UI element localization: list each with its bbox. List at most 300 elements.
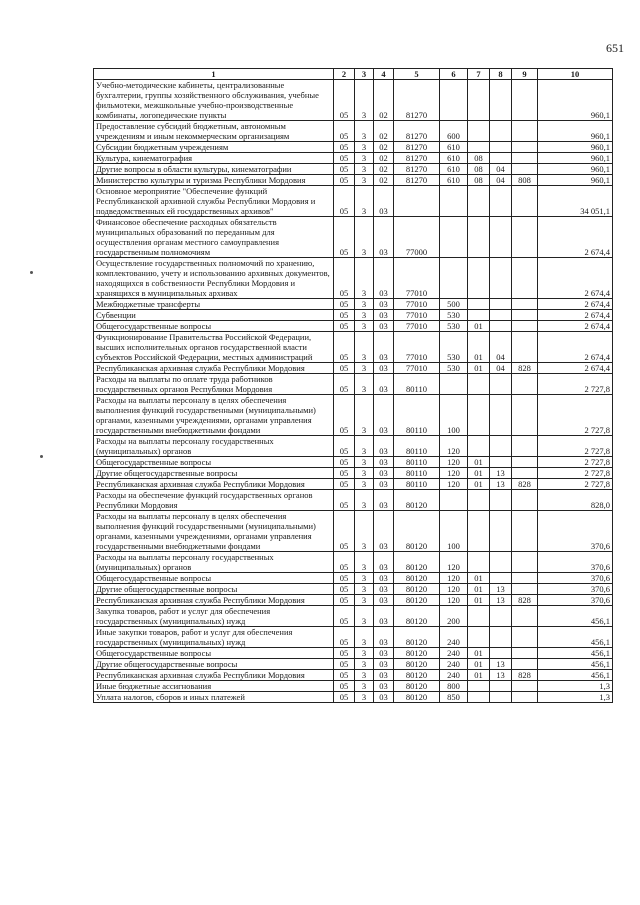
row-code-cell-c6: 240: [440, 627, 468, 648]
row-code-cell-c3: 3: [355, 363, 374, 374]
row-code-cell-c6: 530: [440, 310, 468, 321]
row-code-cell-c7: 01: [468, 670, 490, 681]
col-header-4: 4: [374, 69, 394, 80]
row-code-cell-c7: [468, 436, 490, 457]
row-code-cell-c8: [490, 374, 512, 395]
table-row: [94, 648, 613, 659]
row-code-cell-c7: 01: [468, 332, 490, 363]
row-name-cell: Функционирование Правительства Российской Федерации, высших исполнительных органов государственной власти субъектов Российской Федерации, местных администраций: [94, 332, 334, 363]
page-number: 651: [606, 41, 624, 55]
row-code-cell-c9: [512, 511, 538, 552]
row-code-cell-c8: [490, 490, 512, 511]
row-code-cell-c2: 05: [334, 164, 355, 175]
row-code-cell-c3: 3: [355, 670, 374, 681]
row-code-cell-c9: [512, 395, 538, 436]
row-code-cell-c5: 80120: [394, 670, 440, 681]
row-code-cell-c3: 3: [355, 511, 374, 552]
row-code-cell-c2: 05: [334, 332, 355, 363]
row-code-cell-c7: [468, 142, 490, 153]
row-code-cell-c4: 03: [374, 258, 394, 299]
row-amount-cell: 2 674,4: [538, 310, 613, 321]
row-code-cell-c5: 77010: [394, 310, 440, 321]
table-row: [94, 299, 613, 310]
row-name-cell: Культура, кинематография: [94, 153, 334, 164]
row-code-cell-c7: 01: [468, 468, 490, 479]
row-amount-cell: 960,1: [538, 142, 613, 153]
row-amount-cell: 960,1: [538, 175, 613, 186]
table-row: [94, 332, 613, 363]
row-code-cell-c9: [512, 681, 538, 692]
row-code-cell-c2: 05: [334, 374, 355, 395]
row-code-cell-c7: 01: [468, 648, 490, 659]
row-code-cell-c3: 3: [355, 659, 374, 670]
row-name-cell: Республиканская архивная служба Республики Мордовия: [94, 670, 334, 681]
row-amount-cell: 456,1: [538, 648, 613, 659]
row-code-cell-c8: 13: [490, 595, 512, 606]
table-row: [94, 436, 613, 457]
row-code-cell-c6: [440, 80, 468, 121]
row-code-cell-c4: 02: [374, 164, 394, 175]
row-code-cell-c7: [468, 627, 490, 648]
row-code-cell-c9: [512, 332, 538, 363]
table-row: [94, 310, 613, 321]
row-code-cell-c9: [512, 552, 538, 573]
row-code-cell-c7: [468, 310, 490, 321]
row-name-cell: Расходы на выплаты персоналу в целях обеспечения выполнения функций государственными (муниципальными) органами, казенными учреждениями, органами управления государственными внебюджетными фондами: [94, 395, 334, 436]
row-code-cell-c3: 3: [355, 186, 374, 217]
col-header-amount: 10: [538, 69, 613, 80]
row-code-cell-c6: 120: [440, 584, 468, 595]
row-code-cell-c9: [512, 310, 538, 321]
row-code-cell-c6: 120: [440, 436, 468, 457]
row-code-cell-c5: 81270: [394, 175, 440, 186]
table-row: [94, 627, 613, 648]
row-code-cell-c5: 80120: [394, 692, 440, 703]
row-code-cell-c6: 240: [440, 659, 468, 670]
row-code-cell-c2: 05: [334, 627, 355, 648]
table-row: [94, 121, 613, 142]
row-code-cell-c4: 03: [374, 332, 394, 363]
row-code-cell-c7: [468, 258, 490, 299]
row-code-cell-c5: 80120: [394, 584, 440, 595]
row-code-cell-c9: 828: [512, 670, 538, 681]
row-code-cell-c9: 808: [512, 175, 538, 186]
row-code-cell-c8: [490, 692, 512, 703]
row-code-cell-c2: 05: [334, 468, 355, 479]
row-code-cell-c7: 08: [468, 153, 490, 164]
col-header-2: 2: [334, 69, 355, 80]
row-name-cell: Расходы на выплаты персоналу государственных (муниципальных) органов: [94, 436, 334, 457]
row-code-cell-c9: [512, 468, 538, 479]
row-code-cell-c5: 80110: [394, 374, 440, 395]
row-code-cell-c2: 05: [334, 121, 355, 142]
row-code-cell-c7: [468, 121, 490, 142]
row-amount-cell: 960,1: [538, 80, 613, 121]
row-code-cell-c3: 3: [355, 692, 374, 703]
row-code-cell-c9: [512, 142, 538, 153]
row-code-cell-c4: 03: [374, 490, 394, 511]
row-code-cell-c8: 13: [490, 584, 512, 595]
table-row: [94, 595, 613, 606]
row-code-cell-c8: [490, 457, 512, 468]
col-header-5: 5: [394, 69, 440, 80]
row-name-cell: Другие общегосударственные вопросы: [94, 468, 334, 479]
col-header-6: 6: [440, 69, 468, 80]
table-row: [94, 552, 613, 573]
table-row: [94, 217, 613, 258]
row-code-cell-c4: 03: [374, 692, 394, 703]
row-code-cell-c6: 200: [440, 606, 468, 627]
row-name-cell: Предоставление субсидий бюджетным, автономным учреждениям и иным некоммерческим организациям: [94, 121, 334, 142]
row-code-cell-c6: 100: [440, 511, 468, 552]
row-code-cell-c4: 03: [374, 321, 394, 332]
row-code-cell-c5: 77010: [394, 258, 440, 299]
row-code-cell-c8: [490, 573, 512, 584]
row-code-cell-c2: 05: [334, 258, 355, 299]
row-code-cell-c5: 80120: [394, 595, 440, 606]
row-code-cell-c6: [440, 374, 468, 395]
row-code-cell-c3: 3: [355, 164, 374, 175]
table-row: [94, 395, 613, 436]
row-amount-cell: 2 674,4: [538, 258, 613, 299]
row-code-cell-c5: 77010: [394, 299, 440, 310]
row-code-cell-c2: 05: [334, 321, 355, 332]
row-code-cell-c3: 3: [355, 681, 374, 692]
row-code-cell-c8: 04: [490, 332, 512, 363]
row-code-cell-c7: [468, 217, 490, 258]
row-name-cell: Уплата налогов, сборов и иных платежей: [94, 692, 334, 703]
row-code-cell-c2: 05: [334, 490, 355, 511]
row-code-cell-c7: [468, 552, 490, 573]
row-code-cell-c8: [490, 606, 512, 627]
row-code-cell-c7: 01: [468, 363, 490, 374]
row-code-cell-c4: 02: [374, 80, 394, 121]
row-code-cell-c9: [512, 606, 538, 627]
row-code-cell-c4: 03: [374, 374, 394, 395]
row-code-cell-c8: [490, 310, 512, 321]
row-code-cell-c7: 01: [468, 321, 490, 332]
row-code-cell-c3: 3: [355, 142, 374, 153]
row-code-cell-c6: [440, 186, 468, 217]
row-name-cell: Закупка товаров, работ и услуг для обеспечения государственных (муниципальных) нужд: [94, 606, 334, 627]
table-row: [94, 374, 613, 395]
row-code-cell-c7: 01: [468, 584, 490, 595]
row-code-cell-c3: 3: [355, 490, 374, 511]
row-amount-cell: 2 727,8: [538, 395, 613, 436]
row-code-cell-c8: [490, 395, 512, 436]
row-code-cell-c8: [490, 321, 512, 332]
row-code-cell-c5: 80120: [394, 681, 440, 692]
row-code-cell-c5: 81270: [394, 153, 440, 164]
row-code-cell-c9: [512, 627, 538, 648]
row-code-cell-c2: 05: [334, 363, 355, 374]
row-code-cell-c5: 80120: [394, 490, 440, 511]
table-row: [94, 457, 613, 468]
row-name-cell: Основное мероприятие "Обеспечение функций Республиканской архивной службы Республики Мордовия и подведомственных ей государственных архивов": [94, 186, 334, 217]
row-code-cell-c7: 01: [468, 595, 490, 606]
table-row: [94, 659, 613, 670]
row-code-cell-c6: 100: [440, 395, 468, 436]
row-code-cell-c3: 3: [355, 584, 374, 595]
row-code-cell-c8: 04: [490, 363, 512, 374]
row-code-cell-c2: 05: [334, 584, 355, 595]
row-code-cell-c4: 03: [374, 395, 394, 436]
row-code-cell-c4: 03: [374, 670, 394, 681]
row-code-cell-c3: 3: [355, 175, 374, 186]
row-code-cell-c4: 03: [374, 457, 394, 468]
col-header-9: 9: [512, 69, 538, 80]
row-code-cell-c3: 3: [355, 121, 374, 142]
row-code-cell-c4: 03: [374, 479, 394, 490]
row-code-cell-c8: [490, 80, 512, 121]
row-code-cell-c7: [468, 681, 490, 692]
row-code-cell-c3: 3: [355, 648, 374, 659]
row-amount-cell: 2 727,8: [538, 468, 613, 479]
row-code-cell-c8: [490, 681, 512, 692]
row-code-cell-c9: [512, 121, 538, 142]
row-amount-cell: 2 674,4: [538, 217, 613, 258]
row-amount-cell: 2 674,4: [538, 363, 613, 374]
row-code-cell-c6: 610: [440, 175, 468, 186]
row-code-cell-c9: [512, 299, 538, 310]
row-name-cell: Субвенции: [94, 310, 334, 321]
row-code-cell-c6: 610: [440, 164, 468, 175]
row-code-cell-c3: 3: [355, 457, 374, 468]
table-row: [94, 479, 613, 490]
row-code-cell-c3: 3: [355, 258, 374, 299]
table-row: [94, 573, 613, 584]
row-name-cell: Республиканская архивная служба Республики Мордовия: [94, 479, 334, 490]
row-code-cell-c9: [512, 573, 538, 584]
row-code-cell-c7: [468, 80, 490, 121]
row-code-cell-c2: 05: [334, 681, 355, 692]
row-amount-cell: 2 727,8: [538, 374, 613, 395]
row-code-cell-c4: 03: [374, 217, 394, 258]
row-amount-cell: 2 674,4: [538, 321, 613, 332]
row-code-cell-c3: 3: [355, 310, 374, 321]
row-code-cell-c6: 120: [440, 468, 468, 479]
row-code-cell-c4: 03: [374, 299, 394, 310]
row-code-cell-c9: [512, 321, 538, 332]
row-code-cell-c6: 240: [440, 670, 468, 681]
row-code-cell-c2: 05: [334, 175, 355, 186]
row-name-cell: Расходы на обеспечение функций государственных органов Республики Мордовия: [94, 490, 334, 511]
row-code-cell-c3: 3: [355, 217, 374, 258]
row-code-cell-c3: 3: [355, 299, 374, 310]
row-code-cell-c9: [512, 584, 538, 595]
row-code-cell-c2: 05: [334, 692, 355, 703]
row-name-cell: Общегосударственные вопросы: [94, 573, 334, 584]
row-amount-cell: 2 674,4: [538, 299, 613, 310]
col-header-7: 7: [468, 69, 490, 80]
row-code-cell-c3: 3: [355, 606, 374, 627]
row-code-cell-c3: 3: [355, 436, 374, 457]
row-code-cell-c6: 850: [440, 692, 468, 703]
row-name-cell: Министерство культуры и туризма Республики Мордовия: [94, 175, 334, 186]
row-code-cell-c5: 81270: [394, 164, 440, 175]
table-row: [94, 186, 613, 217]
row-code-cell-c9: 828: [512, 595, 538, 606]
row-name-cell: Общегосударственные вопросы: [94, 457, 334, 468]
row-code-cell-c3: 3: [355, 321, 374, 332]
row-code-cell-c4: 03: [374, 436, 394, 457]
row-code-cell-c8: [490, 552, 512, 573]
row-amount-cell: 2 727,8: [538, 457, 613, 468]
row-code-cell-c8: [490, 186, 512, 217]
row-code-cell-c2: 05: [334, 80, 355, 121]
row-code-cell-c3: 3: [355, 395, 374, 436]
table-row: [94, 164, 613, 175]
row-amount-cell: 370,6: [538, 511, 613, 552]
row-amount-cell: 456,1: [538, 606, 613, 627]
row-code-cell-c4: 02: [374, 175, 394, 186]
row-code-cell-c4: 03: [374, 511, 394, 552]
row-code-cell-c3: 3: [355, 153, 374, 164]
row-code-cell-c5: 80120: [394, 659, 440, 670]
row-code-cell-c9: [512, 374, 538, 395]
table-row: [94, 363, 613, 374]
row-code-cell-c2: 05: [334, 153, 355, 164]
row-code-cell-c8: [490, 627, 512, 648]
row-code-cell-c7: 01: [468, 573, 490, 584]
row-code-cell-c7: 01: [468, 659, 490, 670]
row-code-cell-c8: [490, 258, 512, 299]
row-code-cell-c5: 81270: [394, 80, 440, 121]
row-code-cell-c5: 80120: [394, 573, 440, 584]
row-code-cell-c7: [468, 606, 490, 627]
row-code-cell-c3: 3: [355, 479, 374, 490]
row-name-cell: Расходы на выплаты по оплате труда работников государственных органов Республики Мордовия: [94, 374, 334, 395]
row-code-cell-c9: [512, 217, 538, 258]
row-name-cell: Республиканская архивная служба Республики Мордовия: [94, 595, 334, 606]
row-code-cell-c6: 120: [440, 595, 468, 606]
row-code-cell-c2: 05: [334, 670, 355, 681]
row-code-cell-c9: [512, 186, 538, 217]
row-code-cell-c8: [490, 217, 512, 258]
row-code-cell-c7: [468, 395, 490, 436]
row-code-cell-c9: [512, 164, 538, 175]
row-code-cell-c2: 05: [334, 299, 355, 310]
row-name-cell: Расходы на выплаты персоналу в целях обеспечения выполнения функций государственными (муниципальными) органами, казенными учреждениями, органами управления государственными внебюджетными фондами: [94, 511, 334, 552]
row-code-cell-c4: 03: [374, 573, 394, 584]
row-code-cell-c8: [490, 153, 512, 164]
row-code-cell-c2: 05: [334, 310, 355, 321]
col-header-8: 8: [490, 69, 512, 80]
row-code-cell-c2: 05: [334, 573, 355, 584]
row-code-cell-c8: 13: [490, 670, 512, 681]
row-code-cell-c7: [468, 374, 490, 395]
row-code-cell-c9: [512, 258, 538, 299]
row-amount-cell: 960,1: [538, 164, 613, 175]
row-code-cell-c6: 610: [440, 142, 468, 153]
row-code-cell-c6: 120: [440, 573, 468, 584]
row-name-cell: Учебно-методические кабинеты, централизованные бухгалтерии, группы хозяйственного обслуживания, учебные фильмотеки, межшкольные учебно-производственные комбинаты, логопедические пункты: [94, 80, 334, 121]
row-code-cell-c5: 80110: [394, 457, 440, 468]
table-row: [94, 468, 613, 479]
row-code-cell-c4: 03: [374, 681, 394, 692]
budget-table: [93, 68, 613, 703]
row-code-cell-c4: 03: [374, 627, 394, 648]
row-code-cell-c4: 02: [374, 121, 394, 142]
row-code-cell-c2: 05: [334, 436, 355, 457]
row-code-cell-c2: 05: [334, 186, 355, 217]
table-row: [94, 692, 613, 703]
table-row: [94, 258, 613, 299]
row-code-cell-c5: 77000: [394, 217, 440, 258]
row-code-cell-c3: 3: [355, 468, 374, 479]
row-amount-cell: 2 674,4: [538, 332, 613, 363]
row-code-cell-c2: 05: [334, 217, 355, 258]
row-code-cell-c6: 600: [440, 121, 468, 142]
row-code-cell-c6: 800: [440, 681, 468, 692]
col-header-3: 3: [355, 69, 374, 80]
row-code-cell-c5: [394, 186, 440, 217]
row-code-cell-c6: 240: [440, 648, 468, 659]
row-code-cell-c5: 80110: [394, 479, 440, 490]
row-name-cell: Межбюджетные трансферты: [94, 299, 334, 310]
row-code-cell-c7: [468, 299, 490, 310]
row-code-cell-c9: [512, 659, 538, 670]
row-code-cell-c4: 03: [374, 584, 394, 595]
row-code-cell-c2: 05: [334, 479, 355, 490]
row-code-cell-c5: 81270: [394, 121, 440, 142]
row-code-cell-c4: 03: [374, 659, 394, 670]
row-code-cell-c2: 05: [334, 395, 355, 436]
row-code-cell-c8: 13: [490, 468, 512, 479]
row-code-cell-c5: 77010: [394, 321, 440, 332]
row-code-cell-c2: 05: [334, 659, 355, 670]
row-code-cell-c7: 08: [468, 164, 490, 175]
row-code-cell-c6: [440, 490, 468, 511]
table-row: [94, 321, 613, 332]
row-code-cell-c9: 828: [512, 363, 538, 374]
row-name-cell: Расходы на выплаты персоналу государственных (муниципальных) органов: [94, 552, 334, 573]
row-code-cell-c9: [512, 436, 538, 457]
row-code-cell-c2: 05: [334, 595, 355, 606]
row-code-cell-c3: 3: [355, 552, 374, 573]
row-code-cell-c6: 530: [440, 332, 468, 363]
row-amount-cell: 370,6: [538, 573, 613, 584]
row-name-cell: Общегосударственные вопросы: [94, 321, 334, 332]
row-code-cell-c8: 13: [490, 659, 512, 670]
row-amount-cell: 2 727,8: [538, 479, 613, 490]
row-amount-cell: 370,6: [538, 584, 613, 595]
row-code-cell-c6: [440, 217, 468, 258]
row-code-cell-c9: [512, 80, 538, 121]
row-name-cell: Другие вопросы в области культуры, кинематографии: [94, 164, 334, 175]
row-code-cell-c3: 3: [355, 595, 374, 606]
table-row: [94, 490, 613, 511]
row-code-cell-c4: 03: [374, 468, 394, 479]
row-code-cell-c3: 3: [355, 374, 374, 395]
row-code-cell-c5: 80110: [394, 395, 440, 436]
row-name-cell: Другие общегосударственные вопросы: [94, 659, 334, 670]
table-row: [94, 681, 613, 692]
row-code-cell-c5: 80110: [394, 468, 440, 479]
row-name-cell: Республиканская архивная служба Республики Мордовия: [94, 363, 334, 374]
row-code-cell-c5: 80110: [394, 436, 440, 457]
row-code-cell-c3: 3: [355, 80, 374, 121]
row-code-cell-c6: 120: [440, 479, 468, 490]
row-name-cell: Субсидии бюджетным учреждениям: [94, 142, 334, 153]
table-row: [94, 175, 613, 186]
row-amount-cell: 370,6: [538, 552, 613, 573]
row-code-cell-c4: 03: [374, 595, 394, 606]
row-code-cell-c2: 05: [334, 606, 355, 627]
row-code-cell-c5: 80120: [394, 552, 440, 573]
row-code-cell-c8: [490, 436, 512, 457]
row-code-cell-c6: 530: [440, 321, 468, 332]
